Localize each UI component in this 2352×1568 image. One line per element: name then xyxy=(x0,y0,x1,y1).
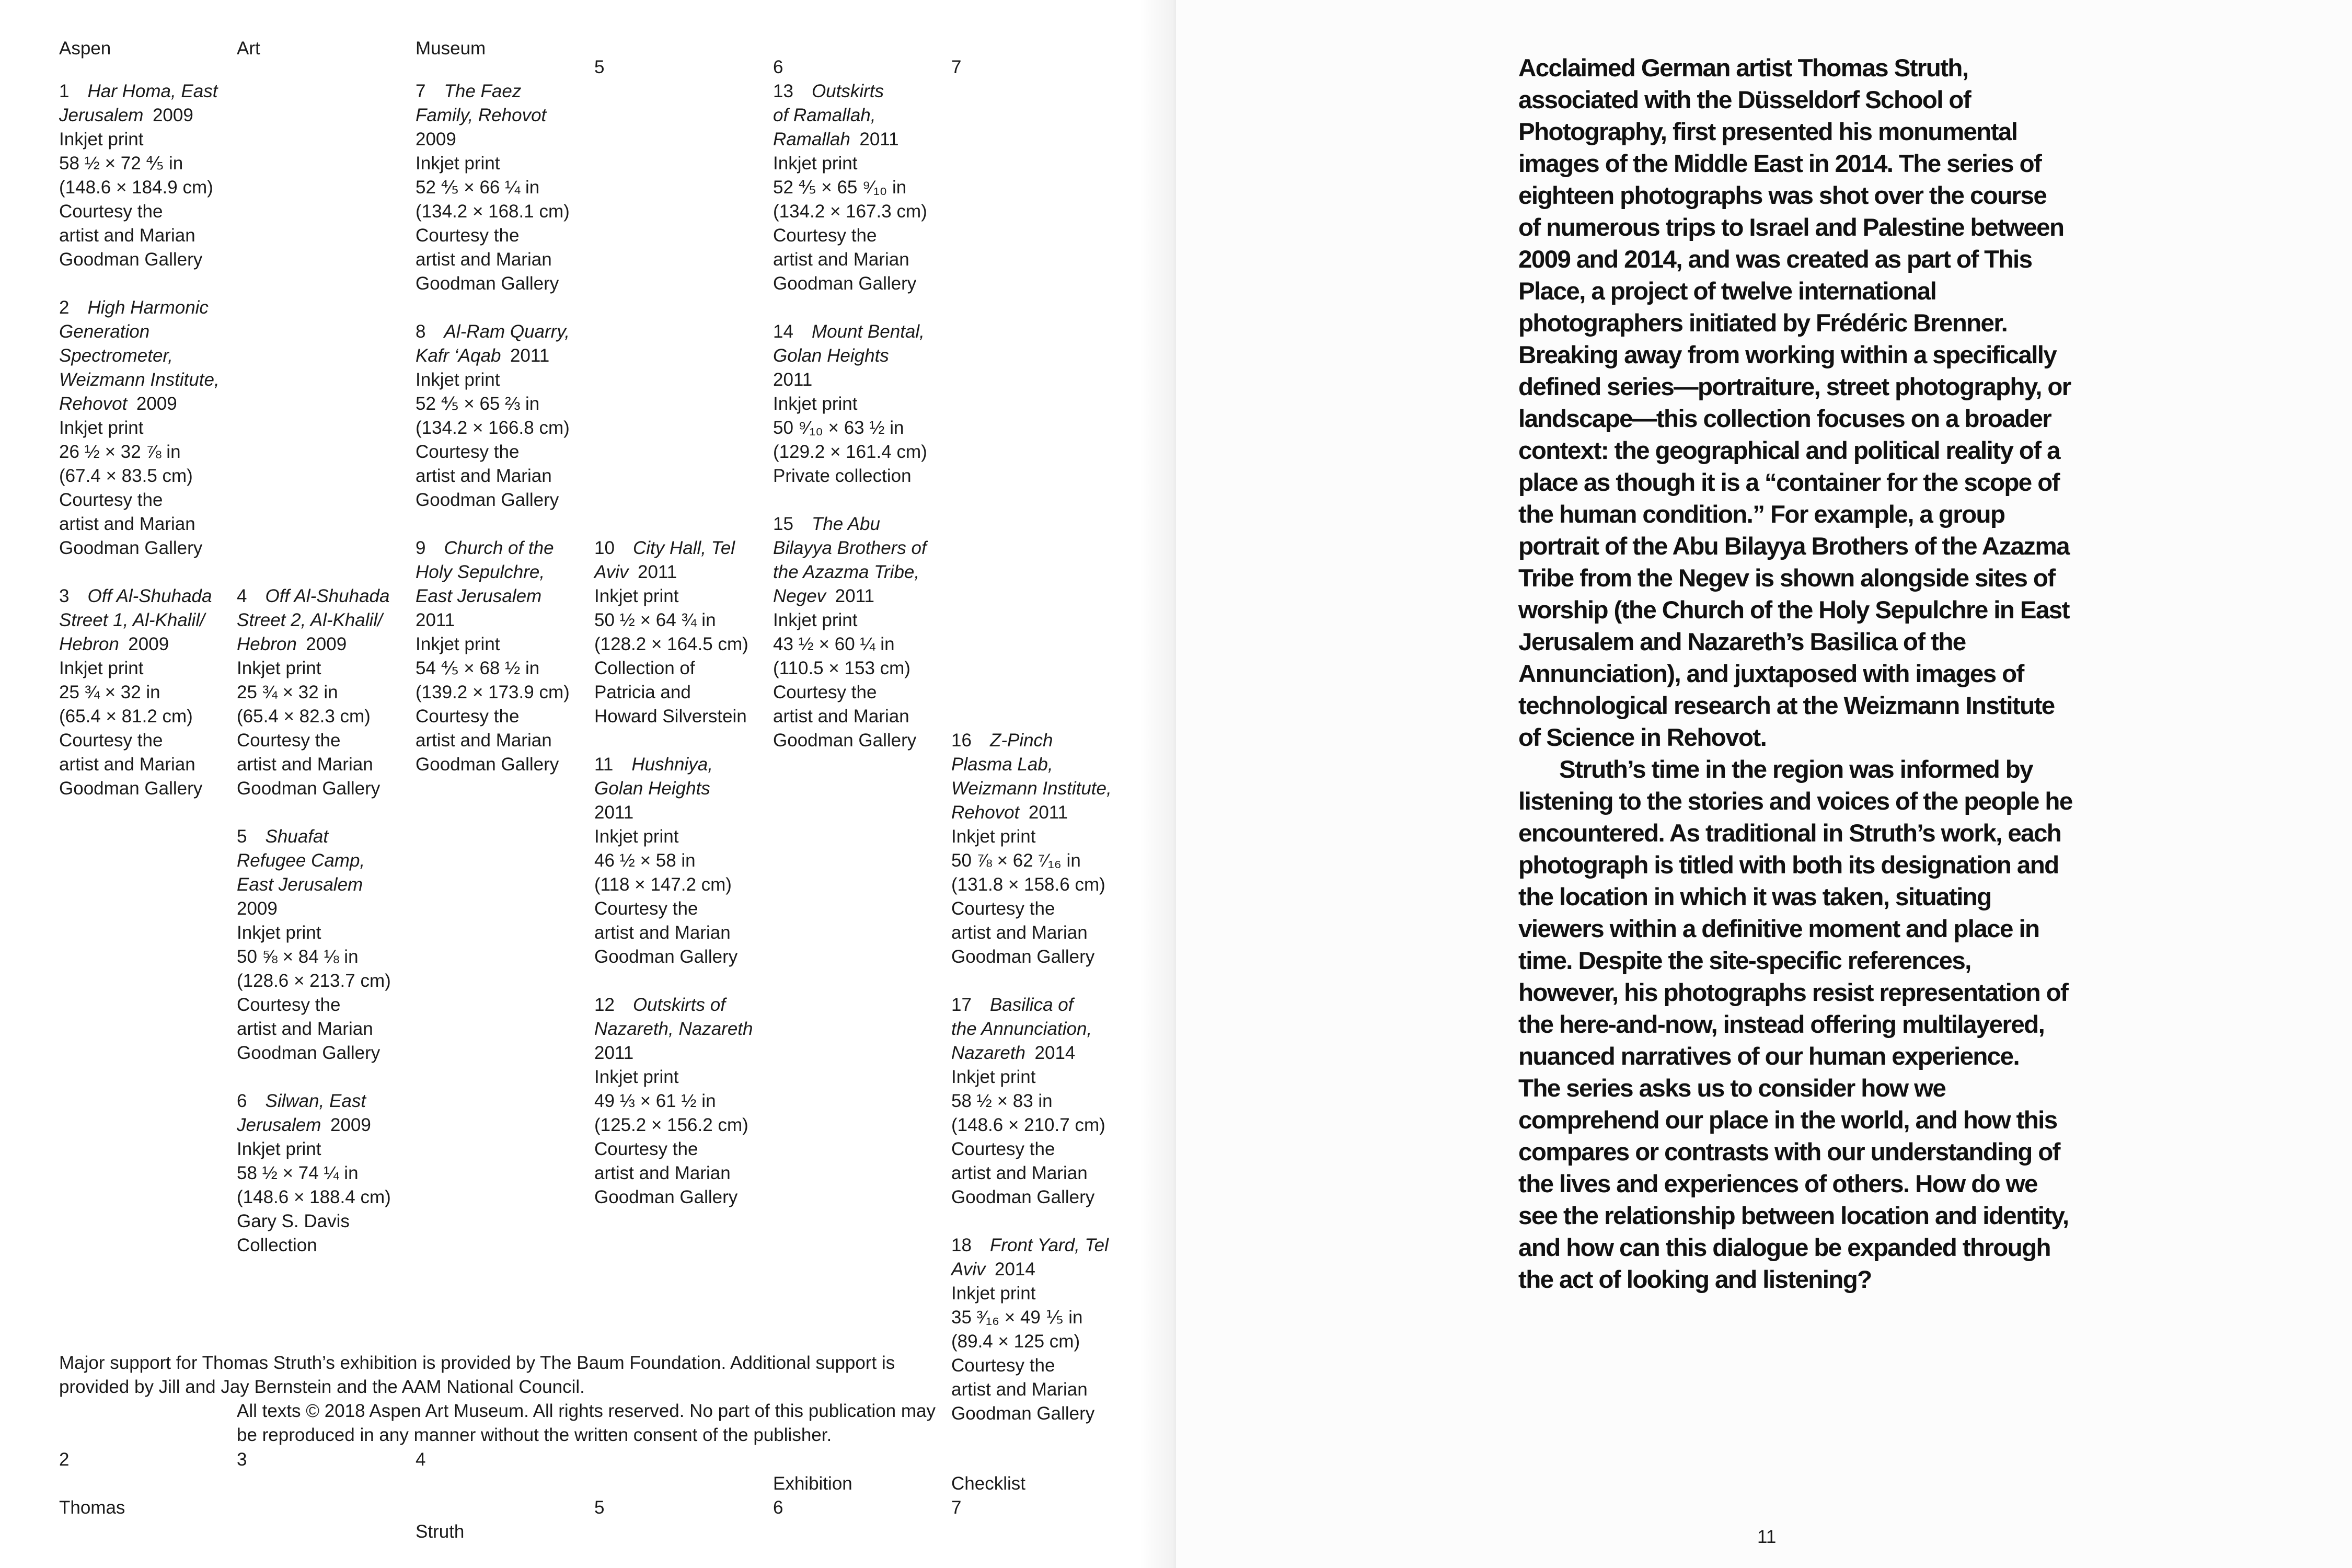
entry-title-line xyxy=(237,608,414,632)
entry-detail: 58 ½ × 72 ⅘ in xyxy=(59,153,183,174)
entry-title-line xyxy=(59,392,237,416)
entry-detail: Inkjet print xyxy=(59,129,144,149)
entry-title: Hushniya, xyxy=(631,754,713,775)
entry-title: Mount Bental, xyxy=(811,321,925,342)
entry-title: High Harmonic xyxy=(87,297,209,318)
entry-title-line xyxy=(59,608,237,632)
checklist-column-4 xyxy=(594,536,772,1233)
checklist-entry xyxy=(416,536,593,777)
entry-title-line xyxy=(416,103,593,128)
entry-title-line xyxy=(594,777,772,801)
entry-title: Jerusalem xyxy=(237,1115,321,1135)
footer-col-3: 3 xyxy=(237,1449,247,1470)
entry-title-line xyxy=(237,897,414,921)
entry-detail: artist and Marian xyxy=(416,730,552,751)
entry-detail: Goodman Gallery xyxy=(416,490,559,510)
checklist-column-2 xyxy=(237,584,414,1282)
support-credit: Major support for Thomas Struth’s exhibition is provided by The Baum Foundation. Additional support is provided by Jill and Jay Bernstein and the AAM National Council. xyxy=(59,1353,895,1397)
entry-detail: Inkjet print xyxy=(594,586,679,606)
entry-title: Golan Heights xyxy=(594,778,710,799)
checklist-entry xyxy=(237,584,414,801)
entry-title-line xyxy=(237,632,414,656)
entry-detail: Howard Silverstein xyxy=(594,706,747,727)
entry-title-line xyxy=(416,79,593,103)
header-aspen: Aspen xyxy=(59,38,111,59)
entry-title-line xyxy=(951,993,1129,1017)
checklist-entry xyxy=(416,320,593,512)
entry-title-line xyxy=(951,801,1129,825)
entry-detail: (129.2 × 161.4 cm) xyxy=(773,442,927,462)
entry-title-line xyxy=(594,1041,772,1065)
entry-year: 2011 xyxy=(416,610,455,630)
entry-title-line xyxy=(773,103,951,128)
entry-detail: (67.4 × 83.5 cm) xyxy=(59,466,193,486)
entry-detail: Goodman Gallery xyxy=(773,273,917,294)
entry-detail: 25 ¾ × 32 in xyxy=(237,682,338,702)
entry-detail: Inkjet print xyxy=(416,153,500,174)
entry-detail: (128.6 × 213.7 cm) xyxy=(237,971,391,991)
entry-detail: artist and Marian xyxy=(237,1019,373,1039)
entry-title-line xyxy=(773,584,951,608)
entry-number: 15 xyxy=(773,514,793,534)
entry-detail: Inkjet print xyxy=(594,1067,679,1087)
entry-detail: Inkjet print xyxy=(773,153,858,174)
entry-title-line xyxy=(59,79,237,103)
entry-detail: (65.4 × 81.2 cm) xyxy=(59,706,193,727)
entry-year: 2011 xyxy=(835,586,874,606)
header-col-5: 5 xyxy=(594,57,605,77)
entry-detail: Inkjet print xyxy=(237,923,321,943)
checklist-entry xyxy=(59,296,237,560)
entry-title-line xyxy=(59,296,237,320)
entry-title-line xyxy=(594,536,772,560)
entry-year: 2009 xyxy=(128,634,169,654)
checklist-column-6 xyxy=(951,729,1129,1450)
entry-detail: artist and Marian xyxy=(951,1163,1088,1183)
checklist-entry xyxy=(951,729,1129,969)
entry-title: Nazareth xyxy=(951,1043,1026,1063)
checklist-entry xyxy=(594,536,772,729)
entry-title-line xyxy=(773,536,951,560)
essay-paragraph-3: The series asks us to consider how we comprehend our place in the world, and how this compares or contrasts with our understanding of the lives and experiences of others. How do we see the relationship between location and identity, and how can this dialogue be expanded through the act of looking and listening? xyxy=(1518,1075,2069,1294)
entry-detail: 50 ⅝ × 84 ⅛ in xyxy=(237,947,359,967)
entry-title-line xyxy=(237,1089,414,1113)
entry-title-line xyxy=(59,103,237,128)
entry-title-line xyxy=(951,1233,1129,1258)
essay-text xyxy=(1518,52,2072,1296)
entry-number: 6 xyxy=(237,1091,247,1111)
entry-detail: Goodman Gallery xyxy=(237,1043,381,1063)
checklist-entry xyxy=(59,584,237,801)
entry-title-line xyxy=(59,344,237,368)
entry-detail: Inkjet print xyxy=(416,634,500,654)
entry-title: The Faez xyxy=(444,81,522,101)
entry-title: Front Yard, Tel xyxy=(989,1235,1109,1255)
entry-detail: 52 ⅘ × 66 ¼ in xyxy=(416,177,540,198)
entry-title-line xyxy=(773,128,951,152)
entry-title: Hebron xyxy=(237,634,297,654)
checklist-entry xyxy=(773,79,951,296)
entry-detail: Courtesy the xyxy=(237,995,341,1015)
checklist-entry xyxy=(594,993,772,1209)
entry-detail: (139.2 × 173.9 cm) xyxy=(416,682,570,702)
checklist-entry xyxy=(951,1233,1129,1426)
entry-detail: Courtesy the xyxy=(59,730,163,751)
entry-title: Jerusalem xyxy=(59,105,144,125)
entry-title-line xyxy=(59,632,237,656)
entry-number: 4 xyxy=(237,586,247,606)
page-number: 11 xyxy=(1757,1527,1777,1547)
entry-detail: 52 ⅘ × 65 ⁹⁄₁₀ in xyxy=(773,177,907,198)
entry-detail: Goodman Gallery xyxy=(416,273,559,294)
checklist-entry xyxy=(773,512,951,753)
entry-title-line xyxy=(237,849,414,873)
entry-title-line xyxy=(773,512,951,536)
footer-col-2: 2 xyxy=(59,1449,70,1470)
entry-detail: Goodman Gallery xyxy=(951,947,1095,967)
entry-detail: artist and Marian xyxy=(59,754,195,775)
entry-number: 11 xyxy=(594,754,614,775)
entry-title-line xyxy=(416,536,593,560)
entry-detail: (110.5 × 153 cm) xyxy=(773,658,910,678)
entry-title: Spectrometer, xyxy=(59,345,173,366)
entry-detail: (148.6 × 184.9 cm) xyxy=(59,177,213,198)
entry-detail: (134.2 × 166.8 cm) xyxy=(416,418,570,438)
entry-detail: Courtesy the xyxy=(594,1139,698,1159)
entry-title-line xyxy=(773,320,951,344)
entry-detail: (134.2 × 167.3 cm) xyxy=(773,201,927,222)
entry-detail: Inkjet print xyxy=(773,610,858,630)
entry-detail: artist and Marian xyxy=(951,923,1088,943)
entry-detail: Courtesy the xyxy=(59,201,163,222)
entry-title-line xyxy=(416,560,593,584)
entry-title-line xyxy=(594,801,772,825)
entry-title-line xyxy=(951,1017,1129,1041)
entry-title: City Hall, Tel xyxy=(632,538,735,558)
entry-detail: Goodman Gallery xyxy=(59,538,203,558)
entry-title: East Jerusalem xyxy=(416,586,542,606)
entry-detail: Courtesy the xyxy=(416,225,520,246)
entry-detail: Courtesy the xyxy=(237,730,341,751)
entry-number: 10 xyxy=(594,538,615,558)
header-museum: Museum xyxy=(416,38,486,59)
entry-year: 2011 xyxy=(859,129,899,149)
entry-detail: Goodman Gallery xyxy=(59,778,203,799)
entry-detail: artist and Marian xyxy=(416,466,552,486)
entry-year: 2014 xyxy=(1034,1043,1076,1063)
entry-title-line xyxy=(416,128,593,152)
entry-number: 16 xyxy=(951,730,972,751)
entry-detail: 52 ⅘ × 65 ⅔ in xyxy=(416,394,540,414)
entry-detail: Collection xyxy=(237,1235,317,1255)
entry-title: the Annunciation, xyxy=(951,1019,1092,1039)
entry-title: Z-Pinch xyxy=(989,730,1053,751)
entry-detail: Inkjet print xyxy=(951,826,1036,847)
entry-title-line xyxy=(594,560,772,584)
footer-col-6: 6 xyxy=(773,1497,783,1518)
entry-title: Shuafat xyxy=(265,826,329,847)
copyright-notice: All texts © 2018 Aspen Art Museum. All rights reserved. No part of this publication may be reproduced in any manner without the written consent of the publisher. xyxy=(237,1401,936,1445)
entry-title: Street 1, Al-Khalil/ xyxy=(59,610,205,630)
entry-title: Street 2, Al-Khalil/ xyxy=(237,610,383,630)
entry-title-line xyxy=(59,584,237,608)
entry-detail: (65.4 × 82.3 cm) xyxy=(237,706,371,727)
essay-paragraph-1: Acclaimed German artist Thomas Struth, associated with the Düsseldorf School of Photography, first presented his monumental images of the Middle East in 2014. The series of eighteen photographs was shot over the course of numerous trips to Israel and Palestine between 2009 and 2014, and was created as part of This Place, a project of twelve international photographers initiated by Frédéric Brenner. Breaking away from working within a specifically defined series—portraiture, street photography, or landscape—this collection focuses on a broader context: the geographical and political reality of a place as though it is a “container for the scope of the human condition.” For example, a group portrait of the Abu Bilayya Brothers of the Azazma Tribe from the Negev is shown alongside sites of worship (the Church of the Holy Sepulchre in East Jerusalem and Nazareth’s Basilica of the Annunciation), and juxtaposed with images of technological research at the Weizmann Institute of Science in Rehovot. xyxy=(1518,54,2071,752)
entry-detail: 26 ½ × 32 ⅞ in xyxy=(59,442,181,462)
entry-title-line xyxy=(416,320,593,344)
entry-title-line xyxy=(951,1041,1129,1065)
essay-paragraph-2: Struth’s time in the region was informed by listening to the stories and voices of the people he encountered. As traditional in Struth’s work, each photograph is titled with both its designation and the location in which it was taken, situating viewers within a definitive moment and place in time. Despite the site-specific references, however, his photographs resist representation of the here-and-now, instead offering multilayered, nuanced narratives of our human experience. xyxy=(1518,756,2072,1070)
entry-detail: 54 ⅘ × 68 ½ in xyxy=(416,658,540,678)
entry-year: 2009 xyxy=(237,898,278,919)
entry-detail: Courtesy the xyxy=(773,225,877,246)
entry-detail: (148.6 × 210.7 cm) xyxy=(951,1115,1105,1135)
entry-detail: 46 ½ × 58 in xyxy=(594,850,696,871)
entry-detail: 50 ⁹⁄₁₀ × 63 ½ in xyxy=(773,418,904,438)
footer-col-4: 4 xyxy=(416,1449,426,1470)
entry-year: 2009 xyxy=(152,105,193,125)
entry-title: Ramallah xyxy=(773,129,850,149)
entry-title-line xyxy=(773,560,951,584)
entry-year: 2011 xyxy=(1028,802,1068,823)
entry-number: 2 xyxy=(59,297,70,318)
entry-title: Off Al-Shuhada xyxy=(87,586,212,606)
entry-title-line xyxy=(416,584,593,608)
entry-detail: (148.6 × 188.4 cm) xyxy=(237,1187,391,1207)
entry-number: 18 xyxy=(951,1235,972,1255)
entry-detail: Inkjet print xyxy=(59,658,144,678)
footer-struth: Struth xyxy=(416,1521,465,1542)
entry-year: 2011 xyxy=(773,370,813,390)
entry-detail: Inkjet print xyxy=(416,370,500,390)
entry-title: Weizmann Institute, xyxy=(59,370,220,390)
entry-detail: artist and Marian xyxy=(951,1379,1088,1400)
entry-detail: artist and Marian xyxy=(773,706,909,727)
entry-number: 1 xyxy=(59,81,70,101)
entry-number: 12 xyxy=(594,995,615,1015)
entry-detail: Goodman Gallery xyxy=(416,754,559,775)
entry-title-line xyxy=(59,320,237,344)
entry-detail: Goodman Gallery xyxy=(773,730,917,751)
entry-detail: 25 ¾ × 32 in xyxy=(59,682,160,702)
entry-title: East Jerusalem xyxy=(237,874,363,895)
entry-detail: Patricia and xyxy=(594,682,691,702)
entry-detail: Goodman Gallery xyxy=(594,947,738,967)
entry-title: Silwan, East xyxy=(265,1091,366,1111)
checklist-column-1 xyxy=(59,79,237,825)
entry-title: Rehovot xyxy=(59,394,128,414)
entry-year: 2009 xyxy=(416,129,456,149)
entry-detail: Courtesy the xyxy=(951,898,1055,919)
entry-detail: (131.8 × 158.6 cm) xyxy=(951,874,1105,895)
entry-detail: Courtesy the xyxy=(594,898,698,919)
entry-title-line xyxy=(237,584,414,608)
entry-detail: Inkjet print xyxy=(773,394,858,414)
entry-year: 2011 xyxy=(638,562,677,582)
entry-detail: 50 ½ × 64 ¾ in xyxy=(594,610,716,630)
entry-title-line xyxy=(594,1017,772,1041)
entry-detail: Courtesy the xyxy=(773,682,877,702)
entry-detail: Inkjet print xyxy=(951,1283,1036,1304)
entry-title-line xyxy=(594,753,772,777)
entry-number: 5 xyxy=(237,826,247,847)
entry-number: 9 xyxy=(416,538,426,558)
checklist-entry xyxy=(237,825,414,1065)
footer-col-5: 5 xyxy=(594,1497,605,1518)
checklist-entry xyxy=(951,993,1129,1209)
entry-detail: Courtesy the xyxy=(951,1139,1055,1159)
entry-detail: 50 ⅞ × 62 ⁷⁄₁₆ in xyxy=(951,850,1081,871)
entry-detail: (128.2 × 164.5 cm) xyxy=(594,634,748,654)
entry-detail: artist and Marian xyxy=(773,249,909,270)
entry-title-line xyxy=(951,777,1129,801)
entry-detail: 43 ½ × 60 ¼ in xyxy=(773,634,895,654)
entry-title: Negev xyxy=(773,586,826,606)
entry-title-line xyxy=(59,368,237,392)
checklist-entry xyxy=(59,79,237,272)
entry-number: 13 xyxy=(773,81,793,101)
entry-title-line xyxy=(416,344,593,368)
entry-year: 2011 xyxy=(594,802,634,823)
entry-detail: (118 × 147.2 cm) xyxy=(594,874,732,895)
entry-detail: Goodman Gallery xyxy=(59,249,203,270)
entry-title: Weizmann Institute, xyxy=(951,778,1112,799)
entry-detail: Goodman Gallery xyxy=(951,1403,1095,1424)
checklist-entry xyxy=(237,1089,414,1258)
entry-year: 2011 xyxy=(510,345,550,366)
footer-thomas: Thomas xyxy=(59,1497,125,1518)
entry-detail: Inkjet print xyxy=(951,1067,1036,1087)
entry-title: of Ramallah, xyxy=(773,105,876,125)
entry-title: Al-Ram Quarry, xyxy=(444,321,570,342)
checklist-column-5 xyxy=(773,79,951,777)
entry-detail: Inkjet print xyxy=(594,826,679,847)
entry-title-line xyxy=(237,1113,414,1137)
entry-title: Aviv xyxy=(951,1259,986,1279)
entry-detail: Courtesy the xyxy=(59,490,163,510)
entry-year: 2009 xyxy=(306,634,347,654)
entry-number: 3 xyxy=(59,586,70,606)
entry-detail: Collection of xyxy=(594,658,695,678)
entry-title-line xyxy=(416,608,593,632)
entry-number: 8 xyxy=(416,321,426,342)
entry-detail: artist and Marian xyxy=(416,249,552,270)
entry-title-line xyxy=(951,1258,1129,1282)
entry-detail: Goodman Gallery xyxy=(594,1187,738,1207)
entry-detail: Goodman Gallery xyxy=(237,778,381,799)
entry-title: Outskirts of xyxy=(632,995,725,1015)
footer-col-7: 7 xyxy=(951,1497,962,1518)
entry-title: Hebron xyxy=(59,634,119,654)
entry-detail: artist and Marian xyxy=(59,225,195,246)
entry-title-line xyxy=(594,993,772,1017)
entry-detail: (134.2 × 168.1 cm) xyxy=(416,201,570,222)
entry-title-line xyxy=(773,79,951,103)
entry-title-line xyxy=(237,873,414,897)
checklist-entry xyxy=(594,753,772,969)
entry-title: Rehovot xyxy=(951,802,1020,823)
entry-detail: (89.4 × 125 cm) xyxy=(951,1331,1080,1352)
entry-title: the Azazma Tribe, xyxy=(773,562,920,582)
entry-detail: Inkjet print xyxy=(59,418,144,438)
header-col-7: 7 xyxy=(951,57,962,77)
entry-title-line xyxy=(773,344,951,368)
footer-checklist: Checklist xyxy=(951,1473,1025,1494)
checklist-column-3 xyxy=(416,79,593,801)
entry-detail: artist and Marian xyxy=(59,514,195,534)
entry-number: 14 xyxy=(773,321,793,342)
entry-year: 2009 xyxy=(330,1115,371,1135)
entry-detail: Gary S. Davis xyxy=(237,1211,350,1231)
entry-title: The Abu xyxy=(811,514,880,534)
entry-title-line xyxy=(773,368,951,392)
entry-title: Family, Rehovot xyxy=(416,105,547,125)
entry-detail: (125.2 × 156.2 cm) xyxy=(594,1115,748,1135)
header-art: Art xyxy=(237,38,260,59)
checklist-entry xyxy=(773,320,951,488)
entry-detail: 49 ⅓ × 61 ½ in xyxy=(594,1091,716,1111)
entry-title: Har Homa, East xyxy=(87,81,218,101)
entry-detail: Courtesy the xyxy=(416,706,520,727)
entry-title: Basilica of xyxy=(989,995,1074,1015)
entry-title: Church of the xyxy=(444,538,554,558)
entry-detail: 35 ³⁄₁₆ × 49 ⅕ in xyxy=(951,1307,1083,1328)
entry-number: 7 xyxy=(416,81,426,101)
entry-title: Kafr ‘Aqab xyxy=(416,345,501,366)
checklist-entry xyxy=(416,79,593,296)
entry-title: Outskirts xyxy=(811,81,884,101)
entry-title: Aviv xyxy=(594,562,629,582)
entry-title: Plasma Lab, xyxy=(951,754,1053,775)
entry-year: 2014 xyxy=(995,1259,1035,1279)
entry-detail: Courtesy the xyxy=(951,1355,1055,1376)
entry-year: 2011 xyxy=(594,1043,634,1063)
entry-title: Bilayya Brothers of xyxy=(773,538,927,558)
entry-year: 2009 xyxy=(136,394,177,414)
entry-detail: Inkjet print xyxy=(237,1139,321,1159)
footer-exhibition: Exhibition xyxy=(773,1473,852,1494)
entry-detail: 58 ½ × 74 ¼ in xyxy=(237,1163,359,1183)
entry-detail: artist and Marian xyxy=(594,923,731,943)
entry-title-line xyxy=(951,753,1129,777)
header-col-6: 6 xyxy=(773,57,783,77)
entry-title-line xyxy=(951,729,1129,753)
entry-title: Off Al-Shuhada xyxy=(265,586,390,606)
entry-detail: 58 ½ × 83 in xyxy=(951,1091,1053,1111)
entry-detail: artist and Marian xyxy=(237,754,373,775)
entry-title: Golan Heights xyxy=(773,345,889,366)
entry-detail: artist and Marian xyxy=(594,1163,731,1183)
entry-detail: Private collection xyxy=(773,466,912,486)
entry-title: Refugee Camp, xyxy=(237,850,365,871)
entry-title: Nazareth, Nazareth xyxy=(594,1019,753,1039)
entry-number: 17 xyxy=(951,995,972,1015)
entry-title: Holy Sepulchre, xyxy=(416,562,545,582)
entry-detail: Courtesy the xyxy=(416,442,520,462)
entry-title: Generation xyxy=(59,321,150,342)
entry-detail: Goodman Gallery xyxy=(951,1187,1095,1207)
entry-detail: Inkjet print xyxy=(237,658,321,678)
entry-title-line xyxy=(237,825,414,849)
